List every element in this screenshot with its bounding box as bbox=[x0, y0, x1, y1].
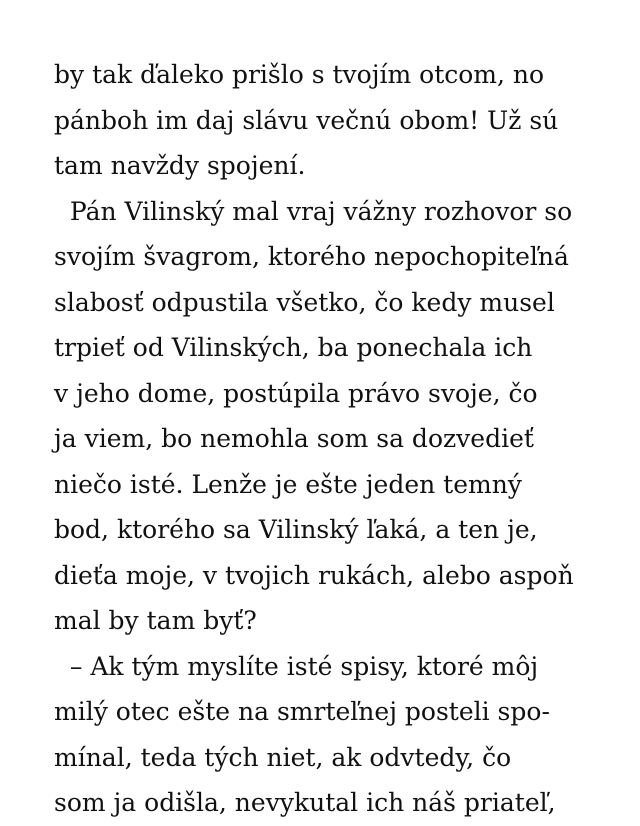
text-line: niečo isté. Lenže je ešte jeden temný bbox=[54, 469, 522, 499]
body-text bbox=[54, 52, 614, 826]
text-line: v jeho dome, postúpila právo svoje, čo bbox=[54, 378, 538, 408]
text-line: pánboh im daj slávu večnú obom! Už sú bbox=[54, 105, 559, 135]
text-line: ja viem, bo nemohla som sa dozvedieť bbox=[54, 424, 534, 453]
text-line: – Ak tým myslíte isté spisy, ktoré môj bbox=[54, 651, 539, 681]
text-line: slabosť odpustila všetko, čo kedy musel bbox=[54, 287, 555, 317]
text-line: svojím švagrom, ktorého nepochopiteľná bbox=[54, 242, 569, 271]
text-line: mal by tam byť? bbox=[54, 606, 257, 635]
text-line: som ja odišla, nevykutal ich náš priateľ, bbox=[54, 788, 556, 817]
text-line: milý otec ešte na smrteľnej posteli spo- bbox=[54, 697, 550, 726]
text-line: tam navždy spojení. bbox=[54, 151, 306, 180]
text-line: trpieť od Vilinských, ba ponechala ich bbox=[54, 333, 533, 362]
text-line: by tak ďaleko prišlo s tvojím otcom, no bbox=[54, 60, 545, 89]
text-line: Pán Vilinský mal vraj vážny rozhovor so bbox=[54, 196, 573, 226]
text-line: mínal, teda tých niet, ak odvtedy, čo bbox=[54, 742, 512, 772]
text-line: bod, ktorého sa Vilinský ľaká, a ten je, bbox=[54, 515, 538, 544]
text-line: dieťa moje, v tvojich rukách, alebo aspoň bbox=[54, 560, 574, 590]
